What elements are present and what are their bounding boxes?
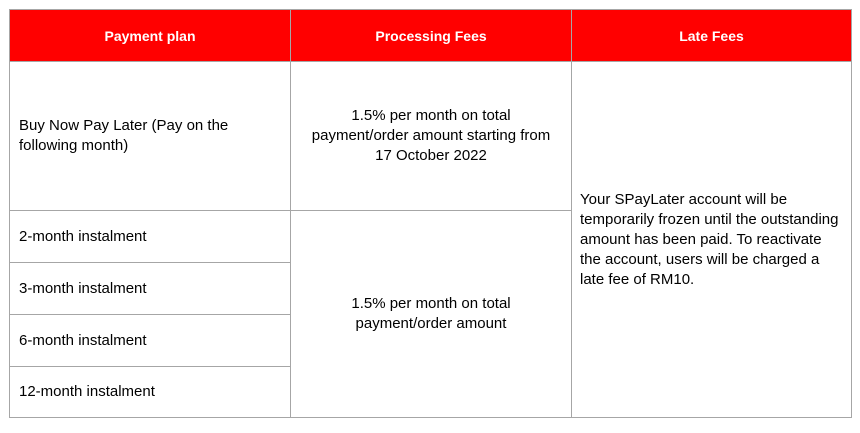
processing-fee-instalment: 1.5% per month on total payment/order amount bbox=[291, 211, 572, 418]
header-processing-fees: Processing Fees bbox=[291, 10, 572, 62]
late-fee-cell: Your SPayLater account will be temporarily frozen until the outstanding amount has been paid. To reactivate the account, users will be charged a late fee of RM10. bbox=[572, 62, 852, 418]
table-row bbox=[10, 62, 852, 211]
processing-fee-bnpl: 1.5% per month on total payment/order amount starting from 17 October 2022 bbox=[291, 62, 572, 211]
header-payment-plan: Payment plan bbox=[10, 10, 291, 62]
plan-cell-2-month: 2-month instalment bbox=[10, 211, 291, 263]
plan-cell-12-month: 12-month instalment bbox=[10, 367, 291, 418]
plan-cell-bnpl: Buy Now Pay Later (Pay on the following month) bbox=[10, 62, 291, 211]
fee-table bbox=[9, 9, 852, 418]
header-row bbox=[10, 10, 852, 62]
header-late-fees: Late Fees bbox=[572, 10, 852, 62]
plan-cell-3-month: 3-month instalment bbox=[10, 263, 291, 315]
plan-cell-6-month: 6-month instalment bbox=[10, 315, 291, 367]
